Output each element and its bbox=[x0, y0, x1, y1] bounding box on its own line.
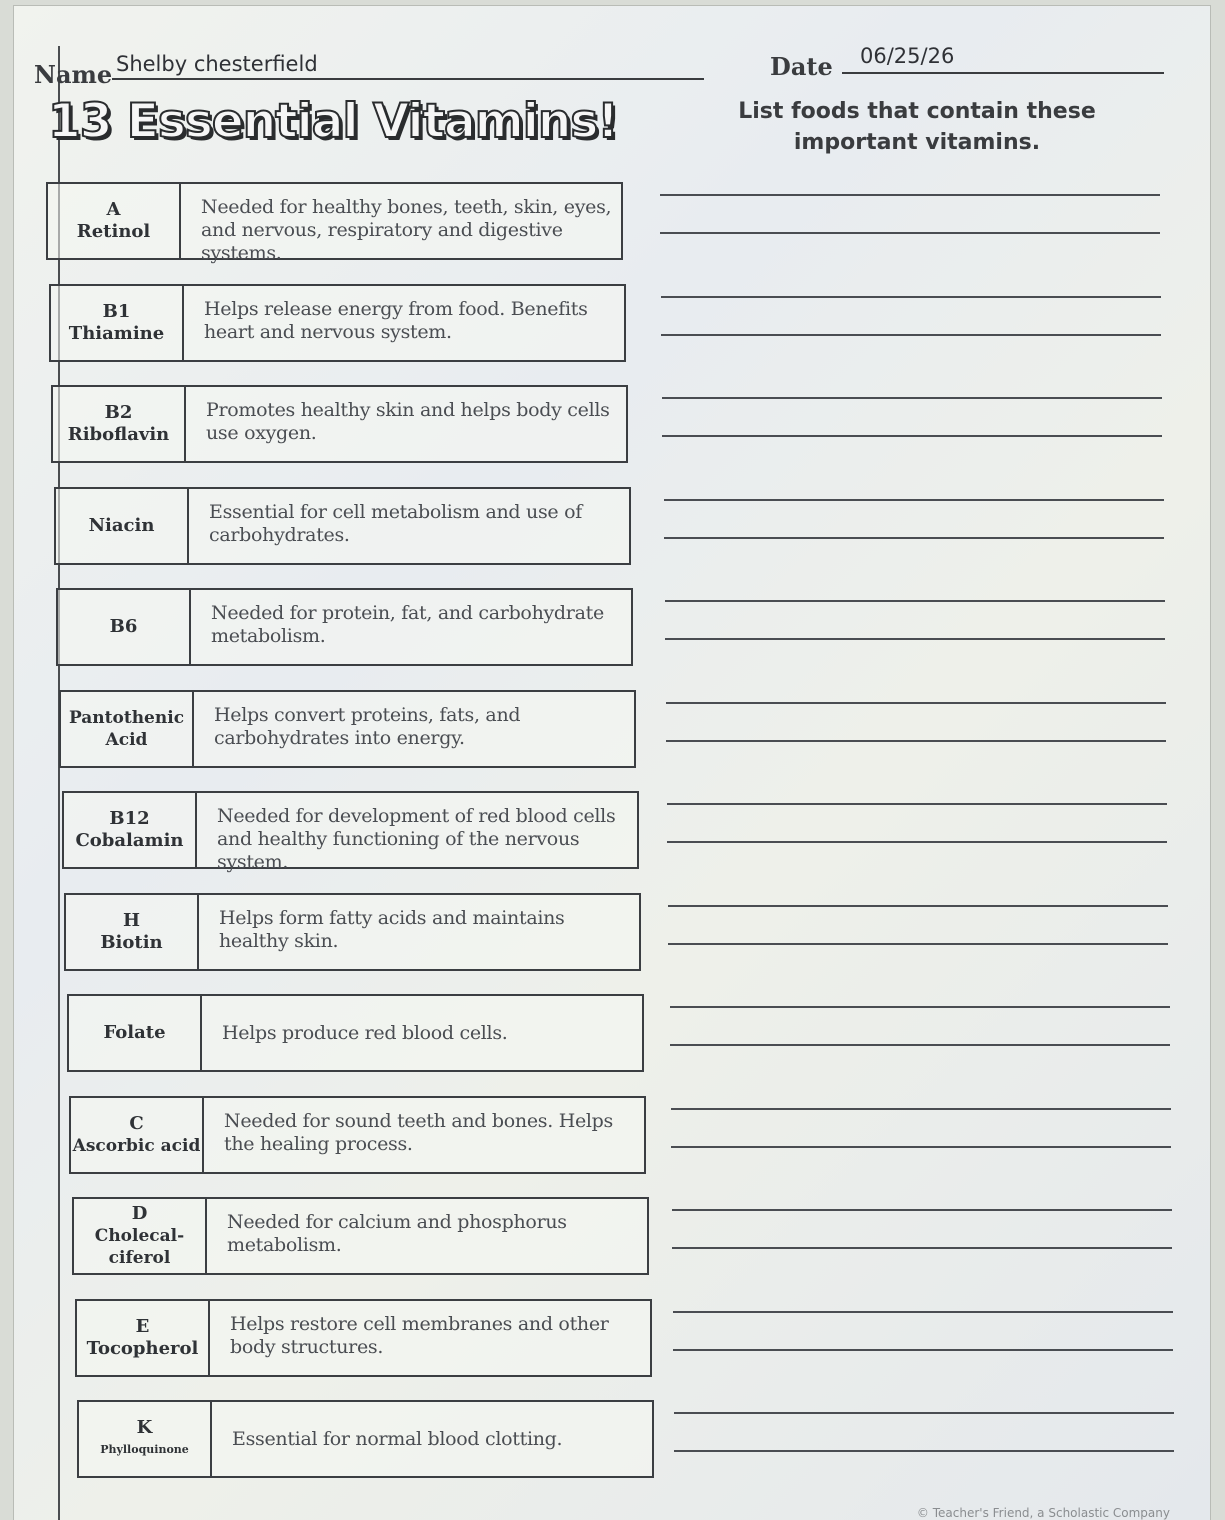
answer-line[interactable] bbox=[664, 537, 1164, 539]
vitamin-description: Helps release energy from food. Benefits heart and nervous system. bbox=[204, 298, 588, 343]
vitamin-name-cell bbox=[48, 184, 181, 258]
vitamin-name: Retinol bbox=[76, 221, 151, 242]
worksheet-title: 13 Essential Vitamins! bbox=[48, 94, 618, 149]
answer-line[interactable] bbox=[671, 1108, 1171, 1110]
vitamin-letter: E bbox=[135, 1316, 150, 1337]
vitamin-description: Promotes healthy skin and helps body cells use oxygen. bbox=[206, 399, 610, 444]
vitamin-letter: B1 bbox=[102, 301, 131, 322]
vitamin-description: Helps produce red blood cells. bbox=[222, 1021, 508, 1044]
vitamin-letter: K bbox=[136, 1417, 153, 1438]
vitamin-row bbox=[72, 1197, 649, 1275]
vitamin-name-cell bbox=[71, 1098, 204, 1172]
vitamin-name: Biotin bbox=[100, 932, 163, 953]
vitamin-name: B6 bbox=[109, 616, 138, 637]
vitamin-letter: A bbox=[106, 199, 121, 220]
date-value[interactable]: 06/25/26 bbox=[860, 44, 955, 68]
answer-line[interactable] bbox=[672, 1247, 1172, 1249]
vitamin-name: Ascorbic acid bbox=[72, 1136, 201, 1156]
vitamin-name: Niacin bbox=[88, 515, 155, 536]
name-value[interactable]: Shelby chesterfield bbox=[116, 52, 318, 76]
vitamin-description: Helps form fatty acids and maintains healthy skin. bbox=[219, 907, 565, 952]
vitamin-row bbox=[69, 1096, 646, 1174]
vitamin-description: Needed for protein, fat, and carbohydrate metabolism. bbox=[211, 602, 604, 647]
vitamin-description: Needed for healthy bones, teeth, skin, eyes, and nervous, respiratory and digestive systems. bbox=[201, 196, 612, 264]
vitamin-name-cell bbox=[66, 895, 199, 969]
name-label: Name bbox=[34, 60, 113, 89]
vitamin-letter: B12 bbox=[109, 808, 150, 829]
vitamin-row bbox=[67, 994, 644, 1072]
answer-line[interactable] bbox=[660, 194, 1160, 196]
vitamin-row bbox=[49, 284, 626, 362]
name-line bbox=[112, 78, 704, 80]
answer-line[interactable] bbox=[672, 1209, 1172, 1211]
vitamin-row bbox=[75, 1299, 652, 1377]
vitamin-row bbox=[46, 182, 623, 264]
vitamin-name: Cholecal-ciferol bbox=[94, 1226, 185, 1268]
answer-line[interactable] bbox=[668, 905, 1168, 907]
answer-line[interactable] bbox=[674, 1450, 1174, 1452]
vitamin-name: Thiamine bbox=[68, 323, 165, 344]
vitamin-row bbox=[59, 690, 636, 768]
vitamin-description: Essential for cell metabolism and use of carbohydrates. bbox=[209, 501, 582, 546]
answer-line[interactable] bbox=[662, 435, 1162, 437]
answer-line[interactable] bbox=[665, 600, 1165, 602]
answer-line[interactable] bbox=[666, 740, 1166, 742]
vitamin-row bbox=[77, 1400, 654, 1478]
vitamin-description: Helps convert proteins, fats, and carbohydrates into energy. bbox=[214, 704, 521, 749]
answer-line[interactable] bbox=[660, 232, 1160, 234]
vitamin-name: Pantothenic Acid bbox=[68, 708, 185, 750]
answer-line[interactable] bbox=[671, 1146, 1171, 1148]
date-label: Date bbox=[770, 52, 833, 81]
vitamin-name: Riboflavin bbox=[67, 424, 170, 445]
vitamin-description: Needed for development of red blood cells and healthy functioning of the nervous system. bbox=[217, 805, 616, 873]
answer-line[interactable] bbox=[668, 943, 1168, 945]
vitamin-letter: D bbox=[131, 1203, 148, 1224]
vitamin-name-cell bbox=[56, 489, 189, 563]
answer-line[interactable] bbox=[670, 1006, 1170, 1008]
vitamin-name-cell bbox=[58, 590, 191, 664]
answer-line[interactable] bbox=[673, 1311, 1173, 1313]
vitamin-row bbox=[56, 588, 633, 666]
answer-line[interactable] bbox=[667, 841, 1167, 843]
vitamin-name-cell bbox=[61, 692, 194, 766]
answer-line[interactable] bbox=[661, 334, 1161, 336]
answer-line[interactable] bbox=[662, 397, 1162, 399]
worksheet-page bbox=[14, 6, 1210, 1520]
vitamin-description: Needed for sound teeth and bones. Helps the healing process. bbox=[224, 1110, 613, 1155]
vitamin-name: Cobalamin bbox=[75, 830, 184, 851]
vitamin-name-cell bbox=[79, 1402, 212, 1476]
instructions-text: List foods that contain these important vitamins. bbox=[738, 99, 1096, 155]
vitamin-letter: H bbox=[122, 910, 140, 931]
vitamin-row bbox=[64, 893, 641, 971]
answer-line[interactable] bbox=[674, 1412, 1174, 1414]
vitamin-name-cell bbox=[69, 996, 202, 1070]
vitamin-name: Tocopherol bbox=[86, 1338, 199, 1359]
vitamin-name-cell bbox=[53, 387, 186, 461]
copyright-footer: © Teacher's Friend, a Scholastic Company bbox=[916, 1506, 1170, 1520]
vitamin-name-cell bbox=[51, 286, 184, 360]
vitamin-name: Phylloquinone bbox=[100, 1443, 189, 1456]
vitamin-name-cell bbox=[74, 1199, 207, 1273]
vitamin-row bbox=[54, 487, 631, 565]
vitamin-description: Helps restore cell membranes and other body structures. bbox=[230, 1313, 609, 1358]
vitamin-letter: C bbox=[129, 1113, 144, 1134]
vitamin-description: Needed for calcium and phosphorus metabolism. bbox=[227, 1211, 567, 1256]
answer-line[interactable] bbox=[661, 296, 1161, 298]
vitamin-name-cell bbox=[77, 1301, 210, 1375]
answer-line[interactable] bbox=[666, 702, 1166, 704]
date-line bbox=[842, 72, 1164, 74]
answer-line[interactable] bbox=[665, 638, 1165, 640]
vitamin-description: Essential for normal blood clotting. bbox=[232, 1427, 563, 1450]
vitamin-letter: B2 bbox=[104, 402, 133, 423]
answer-line[interactable] bbox=[670, 1044, 1170, 1046]
vitamin-name: Folate bbox=[103, 1022, 166, 1043]
vitamin-row bbox=[62, 791, 639, 873]
answer-line[interactable] bbox=[664, 499, 1164, 501]
vitamin-name-cell bbox=[64, 793, 197, 867]
answer-line[interactable] bbox=[667, 803, 1167, 805]
vitamin-row bbox=[51, 385, 628, 463]
answer-line[interactable] bbox=[673, 1349, 1173, 1351]
